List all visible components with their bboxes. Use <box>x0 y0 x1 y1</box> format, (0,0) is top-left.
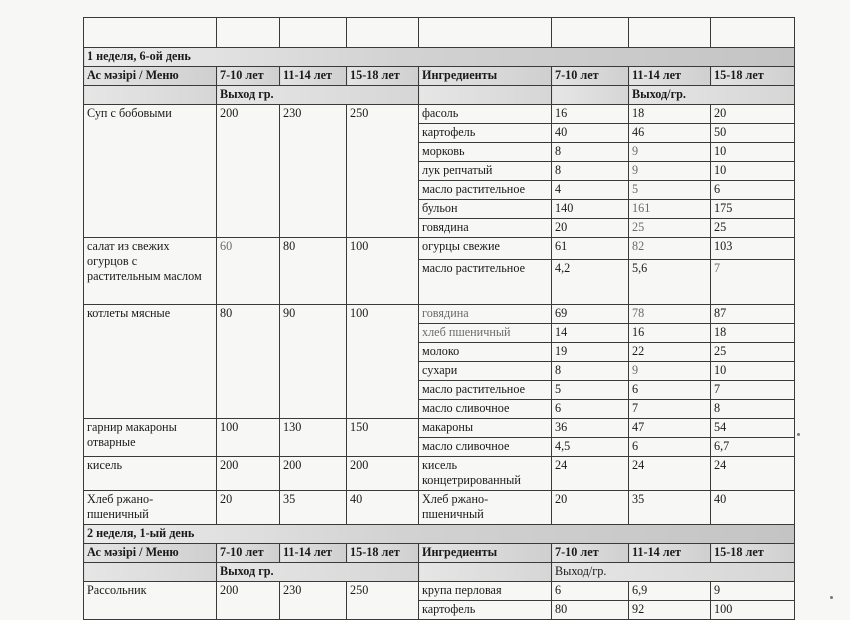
blank-top-row <box>84 18 795 48</box>
ingredient-value: 16 <box>629 324 711 343</box>
ingredient-value: 16 <box>552 105 629 124</box>
dish-name: кисель <box>84 457 217 491</box>
header-age: 7-10 лет <box>552 544 629 563</box>
ingredient-name: говядина <box>419 219 552 238</box>
ingredient-value: 8 <box>552 362 629 381</box>
ingredient-value: 5,6 <box>629 260 711 305</box>
header-ingredients: Ингредиенты <box>419 67 552 86</box>
table-row <box>84 419 795 438</box>
ingredient-value: 6 <box>552 582 629 601</box>
ingredient-value: 6 <box>552 400 629 419</box>
ingredient-value: 36 <box>552 419 629 438</box>
table-row <box>84 457 795 491</box>
ingredient-value: 50 <box>711 124 795 143</box>
ingredient-value: 9 <box>629 362 711 381</box>
dish-output: 200 <box>217 105 280 238</box>
ingredient-value: 18 <box>629 105 711 124</box>
table-row <box>84 305 795 324</box>
header-ingredients: Ингредиенты <box>419 544 552 563</box>
ingredient-value: 20 <box>711 105 795 124</box>
output-label: Выход гр. <box>217 563 419 582</box>
ingredient-name: картофель <box>419 601 552 620</box>
dish-output: 100 <box>347 305 419 419</box>
ingredient-value: 7 <box>711 260 795 305</box>
header-age: 15-18 лет <box>347 544 419 563</box>
dish-output: 20 <box>217 491 280 525</box>
header-age: 7-10 лет <box>552 67 629 86</box>
dish-output: 230 <box>280 582 347 620</box>
ingredient-value: 46 <box>629 124 711 143</box>
ingredient-value: 6 <box>629 381 711 400</box>
table-row <box>84 238 795 260</box>
output-label: Выход/гр. <box>552 563 795 582</box>
ingredient-name: лук репчатый <box>419 162 552 181</box>
scan-speck <box>830 596 833 599</box>
dish-output: 80 <box>280 238 347 305</box>
dish-output: 100 <box>217 419 280 457</box>
header-age: 15-18 лет <box>347 67 419 86</box>
ingredient-name: молоко <box>419 343 552 362</box>
ingredient-name: макароны <box>419 419 552 438</box>
ingredient-value: 19 <box>552 343 629 362</box>
ingredient-value: 20 <box>552 219 629 238</box>
ingredient-value: 47 <box>629 419 711 438</box>
table-row <box>84 582 795 601</box>
ingredient-value: 10 <box>711 362 795 381</box>
ingredient-name: масло растительное <box>419 181 552 200</box>
ingredient-name: огурцы свежие <box>419 238 552 260</box>
dish-output: 90 <box>280 305 347 419</box>
header-age: 11-14 лет <box>280 544 347 563</box>
subheader-row <box>84 563 795 582</box>
ingredient-value: 5 <box>552 381 629 400</box>
ingredient-value: 100 <box>711 601 795 620</box>
ingredient-value: 10 <box>711 162 795 181</box>
dish-output: 250 <box>347 105 419 238</box>
ingredient-value: 40 <box>711 491 795 525</box>
ingredient-value: 6,7 <box>711 438 795 457</box>
ingredient-value: 9 <box>629 162 711 181</box>
ingredient-value: 61 <box>552 238 629 260</box>
header-age: 15-18 лет <box>711 67 795 86</box>
ingredient-value: 9 <box>629 143 711 162</box>
dish-output: 200 <box>217 457 280 491</box>
ingredient-value: 25 <box>629 219 711 238</box>
header-age: 11-14 лет <box>629 544 711 563</box>
scan-speck <box>797 433 800 436</box>
ingredient-value: 18 <box>711 324 795 343</box>
ingredient-value: 35 <box>629 491 711 525</box>
ingredient-value: 161 <box>629 200 711 219</box>
ingredient-value: 6,9 <box>629 582 711 601</box>
dish-output: 200 <box>347 457 419 491</box>
header-age: 15-18 лет <box>711 544 795 563</box>
header-age: 11-14 лет <box>629 67 711 86</box>
ingredient-name: масло сливочное <box>419 438 552 457</box>
dish-output: 80 <box>217 305 280 419</box>
section-title: 1 неделя, 6-ой день <box>84 48 795 67</box>
dish-name: котлеты мясные <box>84 305 217 419</box>
ingredient-value: 24 <box>711 457 795 491</box>
menu-table <box>83 17 795 620</box>
header-menu: Ас мәзірі / Меню <box>84 544 217 563</box>
ingredient-value: 80 <box>552 601 629 620</box>
dish-output: 130 <box>280 419 347 457</box>
ingredient-value: 4,2 <box>552 260 629 305</box>
ingredient-value: 92 <box>629 601 711 620</box>
ingredient-value: 5 <box>629 181 711 200</box>
ingredient-value: 8 <box>552 162 629 181</box>
ingredient-value: 7 <box>629 400 711 419</box>
ingredient-value: 20 <box>552 491 629 525</box>
dish-name: Рассольник <box>84 582 217 620</box>
dish-output: 35 <box>280 491 347 525</box>
dish-name: Суп с бобовыми <box>84 105 217 238</box>
output-label: Выход гр. <box>217 86 419 105</box>
ingredient-value: 24 <box>629 457 711 491</box>
ingredient-value: 8 <box>552 143 629 162</box>
ingredient-name: говядина <box>419 305 552 324</box>
section-title-row <box>84 48 795 67</box>
ingredient-name: бульон <box>419 200 552 219</box>
ingredient-value: 6 <box>629 438 711 457</box>
ingredient-value: 103 <box>711 238 795 260</box>
dish-name: Хлеб ржано-пшеничный <box>84 491 217 525</box>
section-title-row <box>84 525 795 544</box>
ingredient-value: 82 <box>629 238 711 260</box>
ingredient-value: 78 <box>629 305 711 324</box>
ingredient-value: 175 <box>711 200 795 219</box>
ingredient-value: 14 <box>552 324 629 343</box>
output-label: Выход/гр. <box>629 86 795 105</box>
ingredient-value: 25 <box>711 219 795 238</box>
dish-output: 150 <box>347 419 419 457</box>
subheader-row <box>84 86 795 105</box>
dish-name: салат из свежих огурцов с растительным маслом <box>84 238 217 305</box>
ingredient-name: картофель <box>419 124 552 143</box>
dish-output: 100 <box>347 238 419 305</box>
ingredient-name: сухари <box>419 362 552 381</box>
ingredient-name: масло растительное <box>419 381 552 400</box>
ingredient-value: 10 <box>711 143 795 162</box>
ingredient-value: 22 <box>629 343 711 362</box>
header-age: 11-14 лет <box>280 67 347 86</box>
ingredient-name: морковь <box>419 143 552 162</box>
ingredient-value: 69 <box>552 305 629 324</box>
header-menu: Ас мәзірі / Меню <box>84 67 217 86</box>
ingredient-name: крупа перловая <box>419 582 552 601</box>
ingredient-value: 40 <box>552 124 629 143</box>
ingredient-name: масло сливочное <box>419 400 552 419</box>
ingredient-value: 9 <box>711 582 795 601</box>
dish-output: 230 <box>280 105 347 238</box>
header-row <box>84 544 795 563</box>
ingredient-value: 25 <box>711 343 795 362</box>
ingredient-value: 4,5 <box>552 438 629 457</box>
ingredient-value: 4 <box>552 181 629 200</box>
ingredient-value: 140 <box>552 200 629 219</box>
table-row <box>84 491 795 525</box>
table-row <box>84 105 795 124</box>
header-row <box>84 67 795 86</box>
dish-output: 250 <box>347 582 419 620</box>
dish-output: 40 <box>347 491 419 525</box>
section-title: 2 неделя, 1-ый день <box>84 525 795 544</box>
ingredient-name: Хлеб ржано-пшеничный <box>419 491 552 525</box>
ingredient-name: масло растительное <box>419 260 552 305</box>
ingredient-value: 7 <box>711 381 795 400</box>
ingredient-value: 54 <box>711 419 795 438</box>
ingredient-value: 24 <box>552 457 629 491</box>
dish-name: гарнир макароны отварные <box>84 419 217 457</box>
dish-output: 200 <box>280 457 347 491</box>
ingredient-name: фасоль <box>419 105 552 124</box>
dish-output: 200 <box>217 582 280 620</box>
ingredient-value: 6 <box>711 181 795 200</box>
ingredient-name: кисель концетрированный <box>419 457 552 491</box>
ingredient-value: 87 <box>711 305 795 324</box>
header-age: 7-10 лет <box>217 544 280 563</box>
ingredient-value: 8 <box>711 400 795 419</box>
ingredient-name: хлеб пшеничный <box>419 324 552 343</box>
header-age: 7-10 лет <box>217 67 280 86</box>
dish-output: 60 <box>217 238 280 305</box>
